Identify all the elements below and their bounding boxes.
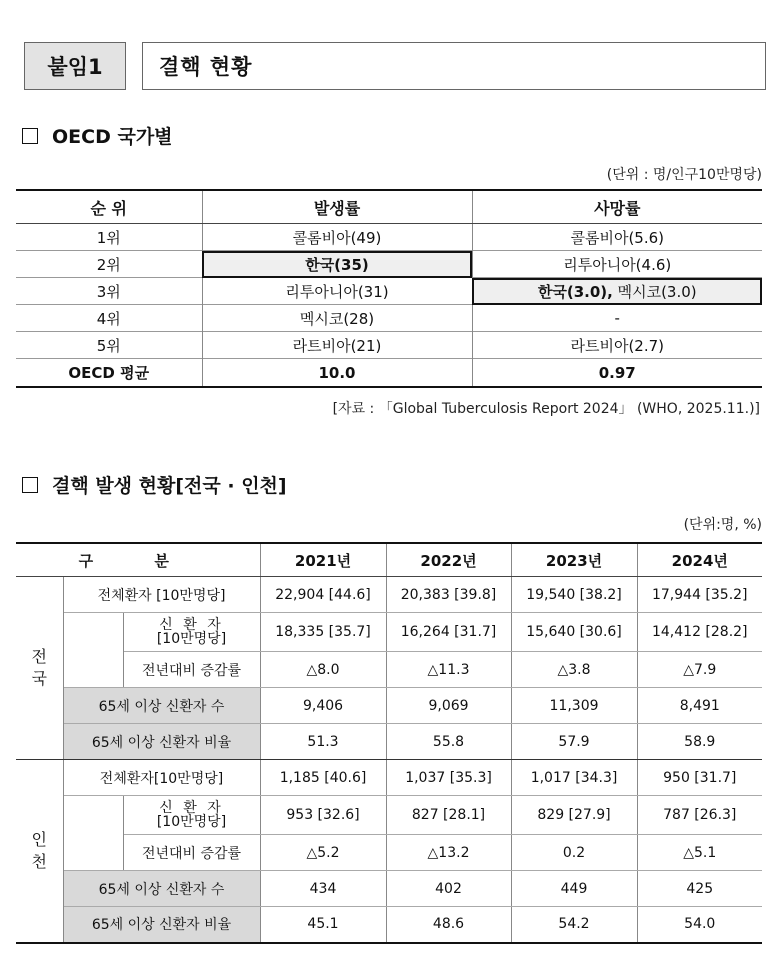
value-cell: 953 [32.6] — [260, 796, 386, 835]
row-label: 65세 이상 신환자 수 — [63, 871, 260, 907]
row-label: 전년대비 증감률 — [123, 652, 260, 688]
col-header-year: 2021년 — [260, 543, 386, 577]
table-row — [16, 332, 762, 359]
value-cell: 57.9 — [511, 724, 637, 760]
table-row — [16, 577, 762, 613]
value-cell: △11.3 — [386, 652, 511, 688]
value-cell: △8.0 — [260, 652, 386, 688]
region-char: 인 — [31, 829, 47, 849]
col-header-year: 2024년 — [637, 543, 762, 577]
value-cell: 425 — [637, 871, 762, 907]
mortality-cell-highlight — [472, 278, 762, 305]
average-label: OECD 평균 — [16, 359, 202, 388]
incidence-cell: 멕시코(28) — [202, 305, 472, 332]
row-label: 65세 이상 신환자 비율 — [63, 724, 260, 760]
value-cell: 1,017 [34.3] — [511, 760, 637, 796]
value-cell: △13.2 — [386, 835, 511, 871]
average-incidence: 10.0 — [202, 359, 472, 388]
value-cell: △5.2 — [260, 835, 386, 871]
mortality-cell: 라트비아(2.7) — [570, 336, 665, 355]
value-cell: 827 [28.1] — [386, 796, 511, 835]
table-row — [16, 305, 762, 332]
table-row — [16, 796, 762, 835]
value-cell: 45.1 — [260, 907, 386, 943]
value-cell: 22,904 [44.6] — [260, 577, 386, 613]
value-cell: △3.8 — [511, 652, 637, 688]
region-incheon — [16, 760, 63, 943]
value-cell: 18,335 [35.7] — [260, 613, 386, 652]
checkbox-square-icon — [22, 128, 38, 144]
col-header-rank: 순 위 — [16, 190, 202, 224]
section2-title: 결핵 발생 현황[전국 · 인천] — [52, 475, 287, 497]
mortality-korea: 한국(3.0), — [537, 282, 613, 301]
value-cell: 9,406 — [260, 688, 386, 724]
table-row — [16, 652, 762, 688]
col-header-year: 2022년 — [386, 543, 511, 577]
row-label: 전체환자[10만명당] — [63, 760, 260, 796]
table-row — [16, 760, 762, 796]
average-mortality: 0.97 — [598, 363, 636, 382]
value-cell: 1,185 [40.6] — [260, 760, 386, 796]
attachment-label: 붙임1 — [24, 42, 126, 90]
value-cell: 0.2 — [511, 835, 637, 871]
value-cell: 54.2 — [511, 907, 637, 943]
value-cell: △5.1 — [637, 835, 762, 871]
incidence-cell: 리투아니아(31) — [202, 278, 472, 305]
table-row — [16, 871, 762, 907]
value-cell: 55.8 — [386, 724, 511, 760]
value-cell: 17,944 [35.2] — [637, 577, 762, 613]
region-char: 국 — [31, 669, 47, 688]
value-cell: △7.9 — [637, 652, 762, 688]
value-cell: 829 [27.9] — [511, 796, 637, 835]
row-label: 신 환 자 [10만명당] — [123, 613, 260, 652]
indent-spacer — [63, 796, 123, 871]
table-row — [16, 251, 762, 278]
table-row — [16, 835, 762, 871]
value-cell: 9,069 — [386, 688, 511, 724]
row-label: 전년대비 증감률 — [123, 835, 260, 871]
value-cell: 58.9 — [637, 724, 762, 760]
section1-heading — [22, 122, 173, 149]
table-row — [16, 688, 762, 724]
region-char: 천 — [31, 851, 47, 871]
incidence-cell-highlight: 한국(35) — [202, 251, 472, 278]
value-cell: 51.3 — [260, 724, 386, 760]
table-row — [16, 613, 762, 652]
oecd-average-row — [16, 359, 762, 388]
value-cell: 402 — [386, 871, 511, 907]
value-cell: 48.6 — [386, 907, 511, 943]
rank-cell: 1위 — [16, 224, 202, 251]
table-row — [16, 224, 762, 251]
value-cell: 11,309 — [511, 688, 637, 724]
col-header-year: 2023년 — [511, 543, 637, 577]
incidence-cell: 콜롬비아(49) — [202, 224, 472, 251]
row-label: 65세 이상 신환자 수 — [63, 688, 260, 724]
rank-cell: 5위 — [16, 332, 202, 359]
region-national — [16, 577, 63, 760]
value-cell: 434 — [260, 871, 386, 907]
value-cell: 8,491 — [637, 688, 762, 724]
mortality-cell: 리투아니아(4.6) — [563, 255, 672, 274]
incidence-cell: 라트비아(21) — [202, 332, 472, 359]
value-cell: 787 [26.3] — [637, 796, 762, 835]
oecd-ranking-table — [16, 189, 762, 388]
value-cell: 449 — [511, 871, 637, 907]
checkbox-square-icon — [22, 477, 38, 493]
mortality-cell: 콜롬비아(5.6) — [570, 228, 665, 247]
value-cell: 950 [31.7] — [637, 760, 762, 796]
row-label: 전체환자 [10만명당] — [63, 577, 260, 613]
value-cell: 14,412 [28.2] — [637, 613, 762, 652]
region-char: 전 — [31, 647, 47, 666]
rank-cell: 4위 — [16, 305, 202, 332]
tb-status-table — [16, 542, 762, 944]
section1-title: OECD 국가별 — [52, 126, 173, 148]
table-row — [16, 724, 762, 760]
row-label: 65세 이상 신환자 비율 — [63, 907, 260, 943]
col-header-mortality: 사망률 — [472, 190, 762, 224]
rank-cell: 3위 — [16, 278, 202, 305]
table-row — [16, 907, 762, 943]
indent-spacer — [63, 613, 123, 688]
table-row — [16, 278, 762, 305]
mortality-cell: - — [614, 309, 620, 327]
row-label: 신 환 자 [10만명당] — [123, 796, 260, 835]
page-title: 결핵 현황 — [142, 42, 766, 90]
section2-unit: (단위:명, %) — [683, 517, 762, 533]
value-cell: 54.0 — [684, 916, 716, 933]
col-header-category: 구 분 — [16, 543, 260, 577]
value-cell: 20,383 [39.8] — [386, 577, 511, 613]
value-cell: 19,540 [38.2] — [511, 577, 637, 613]
section2-heading — [22, 471, 287, 498]
value-cell: 15,640 [30.6] — [511, 613, 637, 652]
col-header-incidence: 발생률 — [202, 190, 472, 224]
mortality-mexico: 멕시코(3.0) — [612, 282, 697, 301]
value-cell: 1,037 [35.3] — [386, 760, 511, 796]
rank-cell: 2위 — [16, 251, 202, 278]
section1-unit: (단위 : 명/인구10만명당) — [606, 167, 762, 183]
value-cell: 16,264 [31.7] — [386, 613, 511, 652]
section1-source: [자료 : 「Global Tuberculosis Report 2024」 (WHO, 2025.11.)] — [332, 401, 760, 417]
